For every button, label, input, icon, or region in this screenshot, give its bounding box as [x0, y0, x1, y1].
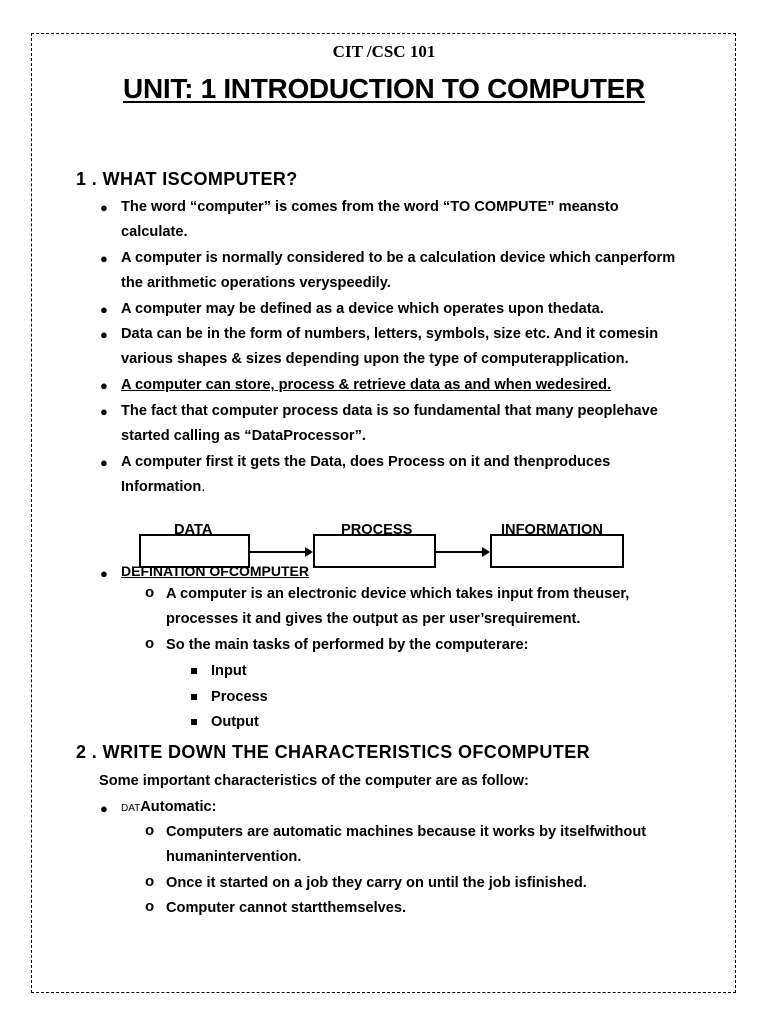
list-item: Data can be in the form of numbers, letters, symbols, size etc. And it comesin various shapes & sizes depending upon the type of computerapplication.: [121, 326, 659, 367]
flow-label-information: INFORMATION: [501, 522, 603, 538]
list-item: Output: [211, 714, 259, 730]
o-marker: o: [145, 898, 155, 915]
bullet-marker: ●: [100, 378, 108, 393]
list-item: Process: [211, 689, 268, 705]
automatic-heading: DATAutomatic:: [121, 799, 217, 815]
list-item: A computer may be defined as a device which operates upon thedata.: [121, 301, 604, 317]
intro-text: Some important characteristics of the computer are as follow:: [99, 773, 529, 789]
o-marker: o: [145, 822, 155, 839]
bullet-marker: ●: [100, 404, 108, 419]
list-item: The word “computer” is comes from the word “TO COMPUTE” meansto calculate.: [121, 199, 619, 240]
bullet-marker: ●: [100, 327, 108, 342]
list-item: A computer can store, process & retrieve data as and when wedesired.: [121, 377, 612, 393]
list-item: Once it started on a job they carry on until the job isfinished.: [166, 875, 587, 891]
bullet-marker: ●: [100, 200, 108, 215]
bullet-marker: ●: [100, 801, 108, 816]
list-item: A computer is an electronic device which takes input from theuser, processes it and gives the output as per user’srequirement.: [166, 586, 630, 627]
bullet-marker: ●: [100, 455, 108, 470]
section-heading-1: 1 . WHAT ISCOMPUTER?: [76, 169, 298, 189]
course-code: CIT /CSC 101: [332, 42, 436, 61]
list-item: The fact that computer process data is so fundamental that many peoplehave started calling as “DataProcessor”.: [121, 403, 658, 444]
bullet-marker: ●: [100, 251, 108, 266]
definition-heading: DEFINATION OFCOMPUTER: [121, 563, 309, 579]
square-bullet: [191, 668, 197, 674]
list-item: Computer cannot startthemselves.: [166, 900, 407, 916]
page-title: UNIT: 1 INTRODUCTION TO COMPUTER: [123, 73, 645, 104]
information-box: [490, 534, 624, 568]
list-item: A computer first it gets the Data, does Process on it and thenproduces Information.: [121, 454, 611, 495]
arrow-data-to-process: [250, 551, 311, 553]
o-marker: o: [145, 873, 155, 890]
list-item: Input: [211, 663, 247, 679]
list-item: So the main tasks of performed by the computerare:: [166, 637, 529, 653]
list-item: A computer is normally considered to be a calculation device which canperform the arithmetic operations veryspeedily.: [121, 250, 676, 291]
process-box: [313, 534, 436, 568]
o-marker: o: [145, 584, 155, 601]
bullet-marker: ●: [100, 566, 108, 581]
square-bullet: [191, 694, 197, 700]
square-bullet: [191, 719, 197, 725]
flow-label-data: DATA: [174, 522, 213, 538]
section-heading-2: 2 . WRITE DOWN THE CHARACTERISTICS OFCOMPUTER: [76, 742, 590, 762]
list-item: Computers are automatic machines because it works by itselfwithout humanintervention.: [166, 824, 647, 865]
bullet-marker: ●: [100, 302, 108, 317]
flow-label-process: PROCESS: [341, 522, 413, 538]
o-marker: o: [145, 635, 155, 652]
arrow-process-to-information: [436, 551, 488, 553]
